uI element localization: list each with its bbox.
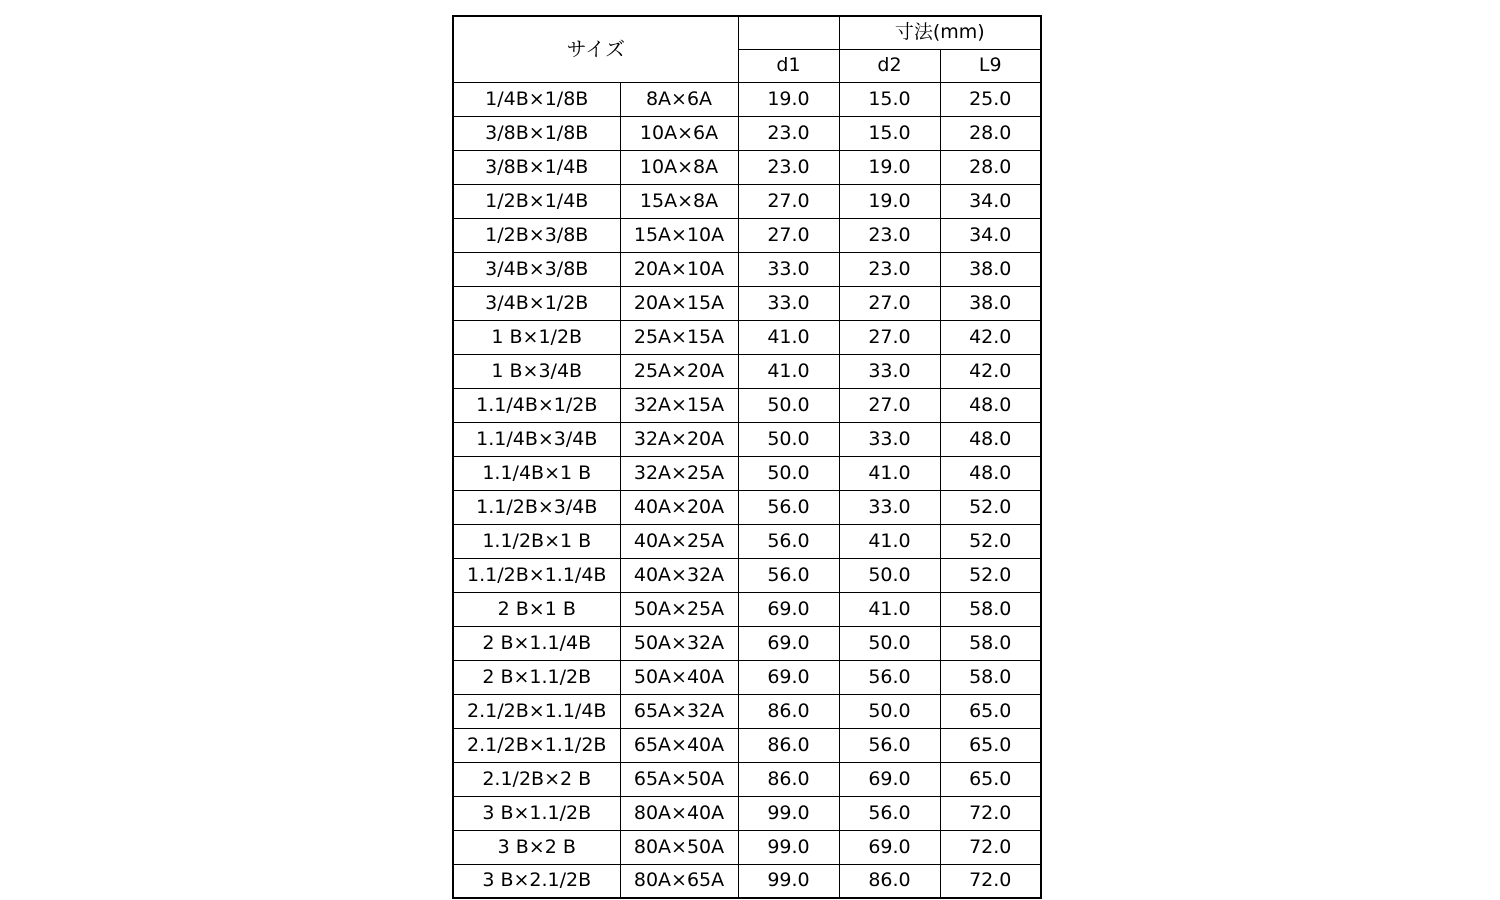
d1-cell: 86.0	[738, 728, 839, 762]
metric-size-cell: 20A×15A	[620, 286, 738, 320]
inch-size-cell: 3 B×2.1/2B	[453, 864, 620, 898]
d1-cell: 19.0	[738, 82, 839, 116]
d2-cell: 33.0	[839, 490, 940, 524]
l9-cell: 38.0	[940, 252, 1041, 286]
metric-size-cell: 32A×25A	[620, 456, 738, 490]
d1-cell: 99.0	[738, 830, 839, 864]
table-row	[453, 762, 1041, 796]
l9-header: L9	[940, 49, 1041, 82]
inch-size-cell: 3 B×2 B	[453, 830, 620, 864]
table-row	[453, 830, 1041, 864]
l9-cell: 28.0	[940, 150, 1041, 184]
d1-cell: 69.0	[738, 626, 839, 660]
metric-size-cell: 65A×40A	[620, 728, 738, 762]
table-row	[453, 116, 1041, 150]
metric-size-cell: 10A×8A	[620, 150, 738, 184]
inch-size-cell: 2.1/2B×1.1/2B	[453, 728, 620, 762]
d2-cell: 56.0	[839, 728, 940, 762]
metric-size-cell: 50A×40A	[620, 660, 738, 694]
l9-cell: 52.0	[940, 558, 1041, 592]
metric-size-cell: 65A×50A	[620, 762, 738, 796]
table-row	[453, 456, 1041, 490]
d2-cell: 86.0	[839, 864, 940, 898]
metric-size-cell: 65A×32A	[620, 694, 738, 728]
table-row	[453, 422, 1041, 456]
table-row	[453, 592, 1041, 626]
inch-size-cell: 3/8B×1/8B	[453, 116, 620, 150]
l9-cell: 65.0	[940, 694, 1041, 728]
table-row	[453, 660, 1041, 694]
table-row	[453, 626, 1041, 660]
table-row	[453, 218, 1041, 252]
d1-cell: 86.0	[738, 762, 839, 796]
l9-cell: 25.0	[940, 82, 1041, 116]
inch-size-cell: 1.1/2B×1.1/4B	[453, 558, 620, 592]
l9-cell: 28.0	[940, 116, 1041, 150]
d1-cell: 50.0	[738, 422, 839, 456]
d2-cell: 41.0	[839, 524, 940, 558]
metric-size-cell: 15A×10A	[620, 218, 738, 252]
d1-cell: 27.0	[738, 218, 839, 252]
d2-cell: 50.0	[839, 626, 940, 660]
d2-cell: 41.0	[839, 456, 940, 490]
l9-cell: 65.0	[940, 762, 1041, 796]
metric-size-cell: 80A×40A	[620, 796, 738, 830]
d1-cell: 56.0	[738, 558, 839, 592]
d2-cell: 50.0	[839, 558, 940, 592]
metric-size-cell: 10A×6A	[620, 116, 738, 150]
metric-size-cell: 25A×20A	[620, 354, 738, 388]
inch-size-cell: 2 B×1 B	[453, 592, 620, 626]
l9-cell: 48.0	[940, 456, 1041, 490]
inch-size-cell: 1.1/4B×1/2B	[453, 388, 620, 422]
l9-cell: 48.0	[940, 388, 1041, 422]
l9-cell: 52.0	[940, 490, 1041, 524]
d2-cell: 19.0	[839, 184, 940, 218]
l9-cell: 58.0	[940, 660, 1041, 694]
size-header: サイズ	[453, 16, 738, 82]
size-dimension-table	[452, 15, 1042, 899]
inch-size-cell: 1/2B×1/4B	[453, 184, 620, 218]
inch-size-cell: 2.1/2B×1.1/4B	[453, 694, 620, 728]
l9-cell: 72.0	[940, 864, 1041, 898]
table-row	[453, 694, 1041, 728]
d1-cell: 50.0	[738, 388, 839, 422]
l9-cell: 34.0	[940, 218, 1041, 252]
d1-cell: 33.0	[738, 252, 839, 286]
table-row	[453, 82, 1041, 116]
l9-cell: 72.0	[940, 830, 1041, 864]
d2-cell: 15.0	[839, 116, 940, 150]
l9-cell: 72.0	[940, 796, 1041, 830]
d1-cell: 86.0	[738, 694, 839, 728]
inch-size-cell: 1/2B×3/8B	[453, 218, 620, 252]
inch-size-cell: 1.1/2B×1 B	[453, 524, 620, 558]
l9-cell: 34.0	[940, 184, 1041, 218]
d2-cell: 50.0	[839, 694, 940, 728]
d2-cell: 15.0	[839, 82, 940, 116]
table-body	[453, 82, 1041, 898]
metric-size-cell: 80A×65A	[620, 864, 738, 898]
l9-cell: 65.0	[940, 728, 1041, 762]
d1-cell: 23.0	[738, 116, 839, 150]
d2-cell: 27.0	[839, 320, 940, 354]
d1-cell: 69.0	[738, 660, 839, 694]
metric-size-cell: 40A×32A	[620, 558, 738, 592]
d2-cell: 69.0	[839, 830, 940, 864]
d1-cell: 69.0	[738, 592, 839, 626]
d2-header: d2	[839, 49, 940, 82]
metric-size-cell: 50A×25A	[620, 592, 738, 626]
metric-size-cell: 32A×15A	[620, 388, 738, 422]
l9-cell: 58.0	[940, 626, 1041, 660]
inch-size-cell: 1.1/4B×1 B	[453, 456, 620, 490]
d1-cell: 41.0	[738, 320, 839, 354]
d1-cell: 56.0	[738, 524, 839, 558]
table-row	[453, 388, 1041, 422]
l9-cell: 52.0	[940, 524, 1041, 558]
l9-cell: 42.0	[940, 354, 1041, 388]
d1-cell: 99.0	[738, 864, 839, 898]
table-row	[453, 252, 1041, 286]
d1-cell: 41.0	[738, 354, 839, 388]
inch-size-cell: 3/8B×1/4B	[453, 150, 620, 184]
inch-size-cell: 3 B×1.1/2B	[453, 796, 620, 830]
l9-cell: 38.0	[940, 286, 1041, 320]
dimensions-header: 寸法(mm)	[839, 16, 1041, 49]
inch-size-cell: 3/4B×1/2B	[453, 286, 620, 320]
metric-size-cell: 25A×15A	[620, 320, 738, 354]
metric-size-cell: 15A×8A	[620, 184, 738, 218]
table-row	[453, 728, 1041, 762]
l9-cell: 58.0	[940, 592, 1041, 626]
inch-size-cell: 1.1/2B×3/4B	[453, 490, 620, 524]
metric-size-cell: 50A×32A	[620, 626, 738, 660]
d2-cell: 19.0	[839, 150, 940, 184]
metric-size-cell: 40A×20A	[620, 490, 738, 524]
d1-cell: 50.0	[738, 456, 839, 490]
header-row-top	[453, 16, 1041, 49]
table-row	[453, 524, 1041, 558]
d2-cell: 27.0	[839, 388, 940, 422]
metric-size-cell: 20A×10A	[620, 252, 738, 286]
d1-cell: 33.0	[738, 286, 839, 320]
inch-size-cell: 2 B×1.1/4B	[453, 626, 620, 660]
inch-size-cell: 1 B×3/4B	[453, 354, 620, 388]
table-row	[453, 864, 1041, 898]
table-row	[453, 490, 1041, 524]
d2-cell: 56.0	[839, 660, 940, 694]
d2-cell: 56.0	[839, 796, 940, 830]
d1-header: d1	[738, 49, 839, 82]
inch-size-cell: 2 B×1.1/2B	[453, 660, 620, 694]
metric-size-cell: 8A×6A	[620, 82, 738, 116]
table-row	[453, 558, 1041, 592]
d2-cell: 41.0	[839, 592, 940, 626]
metric-size-cell: 40A×25A	[620, 524, 738, 558]
table-row	[453, 286, 1041, 320]
blank-header-cell	[738, 16, 839, 49]
l9-cell: 42.0	[940, 320, 1041, 354]
metric-size-cell: 80A×50A	[620, 830, 738, 864]
d1-cell: 27.0	[738, 184, 839, 218]
inch-size-cell: 2.1/2B×2 B	[453, 762, 620, 796]
inch-size-cell: 1 B×1/2B	[453, 320, 620, 354]
table-row	[453, 796, 1041, 830]
inch-size-cell: 1.1/4B×3/4B	[453, 422, 620, 456]
table-row	[453, 320, 1041, 354]
d2-cell: 33.0	[839, 422, 940, 456]
metric-size-cell: 32A×20A	[620, 422, 738, 456]
d2-cell: 69.0	[839, 762, 940, 796]
d1-cell: 56.0	[738, 490, 839, 524]
l9-cell: 48.0	[940, 422, 1041, 456]
inch-size-cell: 1/4B×1/8B	[453, 82, 620, 116]
table-row	[453, 150, 1041, 184]
d1-cell: 23.0	[738, 150, 839, 184]
table-row	[453, 354, 1041, 388]
table-row	[453, 184, 1041, 218]
d2-cell: 23.0	[839, 218, 940, 252]
d1-cell: 99.0	[738, 796, 839, 830]
d2-cell: 33.0	[839, 354, 940, 388]
d2-cell: 23.0	[839, 252, 940, 286]
d2-cell: 27.0	[839, 286, 940, 320]
inch-size-cell: 3/4B×3/8B	[453, 252, 620, 286]
